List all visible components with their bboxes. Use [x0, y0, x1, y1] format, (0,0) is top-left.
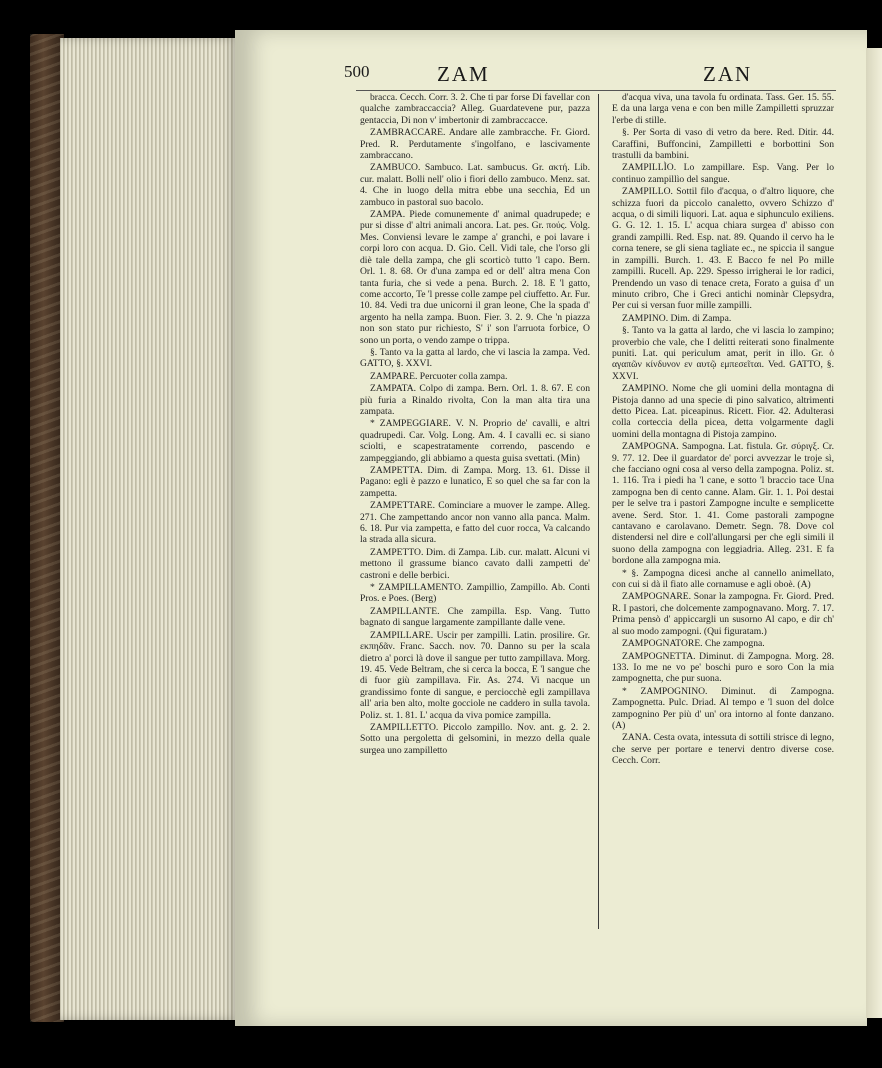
entry: ZAMPILLO. Sottil filo d'acqua, o d'altro liquore, che schizza fuori da piccolo canaletto, ovvero Schizzo d' acqua, o di simili liquori. Lat. aqua e siphunculo exiliens. G. G. 12. 1. 15. L' acqua chiara surgea d' abisso con grandi zampilli. Red. Esp. nat. 89. Quando il cervo ha le corna tenere, se gli siena tagliate ec., ne spiccia il sangue in zampilli. Burch. 1. 43. E Bacco fe nel Po mille zampilli. Rucell. Ap. 229. Spesso irrigherai le lor radici, Prendendo un vaso di tenace creta, Forato a guisa d' un minuto cribro, Che i Greci antichi nominàr Clepsydra, Per cui si versan fuor mille zampilli.	[612, 186, 834, 312]
entry: ZAMPETTARE. Cominciare a muover le zampe. Alleg. 271. Che zampettando ancor non vanno alla panca. Malm. 6. 18. Pur via zampetta, e fatto del cuor rocca, Va calcando la strada alla sicura.	[360, 500, 590, 546]
page-number: 500	[344, 62, 370, 81]
right-column	[612, 92, 834, 932]
book-cover	[30, 34, 64, 1022]
entry: ZANA. Cesta ovata, intessuta di sottili strisce di legno, che serve per portare e tenervi dentro diverse cose. Cecch. Corr.	[612, 732, 834, 767]
left-column	[360, 92, 590, 932]
entry: §. Tanto va la gatta al lardo, che vi lascia la zampa. Ved. GATTO, §. XXVI.	[360, 346, 590, 370]
entry: ZAMPA. Piede comunemente d' animal quadrupede; e pur si disse d' altri animali ancora. Lat. pes. Gr. πούς. Volg. Mes. Conviensi levare le zampe a' granchi, e poi lavare i corpi loro con acqua. D. Gio. Cell. Vidi tale, che l'orso gli diè tale della zampa, che gli scorticò tutto 'l capo. Bern. Orl. 1. 8. 68. Or d'una zampa ed or dell' altra mena Con tanta furia, che si vede a pena. Burch. 2. 18. E 'l gatto, come accorto, Te 'l presse colle zampe pel ciuffetto. Ar. Fur. 10. 84. Vedi tra due unicorni il gran leone, Che la spada d' argento ha nella zampa. Buon. Fier. 3. 2. 9. Che 'n piazza non son stato pur richiesto, S' i' son l'arruota forbice, O sono un porta, o vendo zampe o trippa.	[360, 209, 590, 346]
entry: §. Tanto va la gatta al lardo, che vi lascia lo zampino; proverbio che vale, che I delitti reiterati sono finalmente puniti. Lat. qui periculum amat, perit in illo. Gr. ὁ αγαπῶν κίνδυνον εν αυτῷ εμπεσεῖται. Ved. GATTO, §. XXVI.	[612, 325, 834, 382]
column-divider	[598, 94, 599, 929]
entry: d'acqua viva, una tavola fu ordinata. Tass. Ger. 15. 55. E da una larga vena e con ben mille Zampilletti spruzzar l'erbe di stille.	[612, 92, 834, 126]
entry: ZAMPILLÌO. Lo zampillare. Esp. Vang. Per lo continuo zampillìo del sangue.	[612, 162, 834, 185]
entry: ZAMPARE. Percuoter colla zampa.	[370, 370, 508, 382]
entry: bracca. Cecch. Corr. 3. 2. Che ti par forse Di favellar con qualche zambraccaccia? Alleg. Guardatevene pur, pazza gentaccia, Di non v' imbertonir di zambraccacce.	[360, 92, 590, 126]
entry: * ZAMPOGNINO. Diminut. di Zampogna. Zampognetta. Pulc. Driad. Al tempo e 'l suon del dolce zampognino Per più d' un' ora intorno al fonte danzano. (A)	[612, 685, 834, 731]
entry: ZAMPETTO. Dim. di Zampa. Lib. cur. malatt. Alcuni vi mettono il grassume bianco cavato dalli zampetti de' castroni e delle berbici.	[360, 546, 590, 581]
header-rule	[356, 90, 836, 91]
entry: ZAMBUCO. Sambuco. Lat. sambucus. Gr. ακτή. Lib. cur. malatt. Bolli nell' olio i fiori dello zambuco. Menz. sat. 4. Che in luogo della mitra ebbe una secchia, Ed un zambuco in pastoral suo bacolo.	[360, 162, 590, 208]
entry: ZAMBRACCARE. Andare alle zambracche. Fr. Giord. Pred. R. Perdutamente s'ingolfano, e lascivamente zambraccano.	[360, 127, 590, 162]
entry: ZAMPATA. Colpo di zampa. Bern. Orl. 1. 8. 67. E con più furia a Rinaldo rivolta, Con la man alta tira una zampata.	[360, 383, 590, 417]
entry: ZAMPINO. Dim. di Zampa.	[622, 312, 732, 324]
entry: ZAMPILLANTE. Che zampilla. Esp. Vang. Tutto bagnato di sangue largamente zampillante dalle vene.	[360, 605, 590, 629]
entry: * ZAMPILLAMENTO. Zampillio, Zampillo. Ab. Conti Pros. e Poes. (Berg)	[360, 582, 590, 605]
facing-page-edge	[866, 48, 882, 1018]
entry: ZAMPOGNARE. Sonar la zampogna. Fr. Giord. Pred. R. I pastori, che dolcemente zampognavano. Morg. 7. 17. Prima pensò d' appiccargli un susorno Al capo, e dir ch' al suo modo zampogni. (Qui figuratam.)	[612, 591, 834, 637]
entry: * ZAMPEGGIARE. V. N. Proprio de' cavalli, e altri quadrupedi. Car. Volg. Long. Am. 4. I cavalli ec. si siano sciolti, e scapestratamente correndo, pascendo e zampeggiando, gli abbiamo a questa guisa svettati. (Min)	[360, 418, 590, 464]
entry: ZAMPETTA. Dim. di Zampa. Morg. 13. 61. Disse il Pagano: egli è pazzo e lunatico, E so quel che sa far con la zampetta.	[360, 465, 590, 499]
page-block-edge	[60, 38, 238, 1020]
entry: ZAMPOGNATORE. Che zampogna.	[622, 638, 765, 650]
entry: ZAMPINO. Nome che gli uomini della montagna di Pistoja danno ad una specie di pino salvatico, altrimenti detto Picea. Lat. piceapinus. Ricett. Fior. 42. Adulterasi colla corteccia della picea, detta volgarmente dagli uomini della montagna di Pistoja zampino.	[612, 383, 834, 440]
right-running-head: ZAN	[703, 62, 753, 86]
entry: * §. Zampogna dicesi anche al cannello animellato, con cui si dà il fiato alle cornamuse e agli oboè. (A)	[612, 567, 834, 591]
left-running-head: ZAM	[437, 62, 490, 86]
entry: ZAMPILLETTO. Piccolo zampillo. Nov. ant. g. 2. 2. Sotto una pergoletta di gelsomini, in mezzo della quale surgea uno zampilletto	[360, 721, 590, 756]
entry: ZAMPOGNA. Sampogna. Lat. fistula. Gr. σύριγξ. Cr. 9. 77. 12. Dee il guardator de' porci avvezzar le troje sì, che facciano ogni cosa al verso della zampogna. Poliz. st. 1. 116. Tra i piedi ha 'l cane, e sotto 'l braccio tace Una zampogna ben di cento canne. Alam. Gir. 1. 1. Poi destai per le selve tra i pastori Zampogne inculte e semplicette avene. Serd. Stor. 1. 41. Come pastorali zampogne cantavano e carolavano. Demetr. Segn. 78. Dove col distendersi nel dire e coll'allungarsi per che egli simili il suono della zampogna con leggiadria. Alleg. 231. E fa bordone alla zampogna mia.	[612, 441, 834, 567]
entry: ZAMPOGNETTA. Diminut. di Zampogna. Morg. 28. 133. Io me ne vo pe' boschi puro e soro Con la mia zampognetta, che pur suona.	[612, 650, 834, 685]
entry: ZAMPILLARE. Uscir per zampilli. Latin. prosilire. Gr. εκπηδᾶν. Franc. Sacch. nov. 70. Danno su per la scala dietro a' porci là dove il sangue per tutto zampillava. Morg. 19. 45. Vede Beltram, che si cerca la bocca, E 'l sangue che di fuor giù zampillava. Fir. As. 274. Vi nacque un grandissimo fonte di sangue, e perciocchè egli zampillava all' aria ben alto, molte gocciole ne caddero in sulla tavola. Poliz. st. 1. 81. L' acqua da viva pomice zampilla.	[360, 629, 590, 721]
entry: §. Per Sorta di vaso di vetro da bere. Red. Ditir. 44. Caraffini, Buffoncini, Zampilletti e borbottini Son trastulli da bambini.	[612, 127, 834, 162]
